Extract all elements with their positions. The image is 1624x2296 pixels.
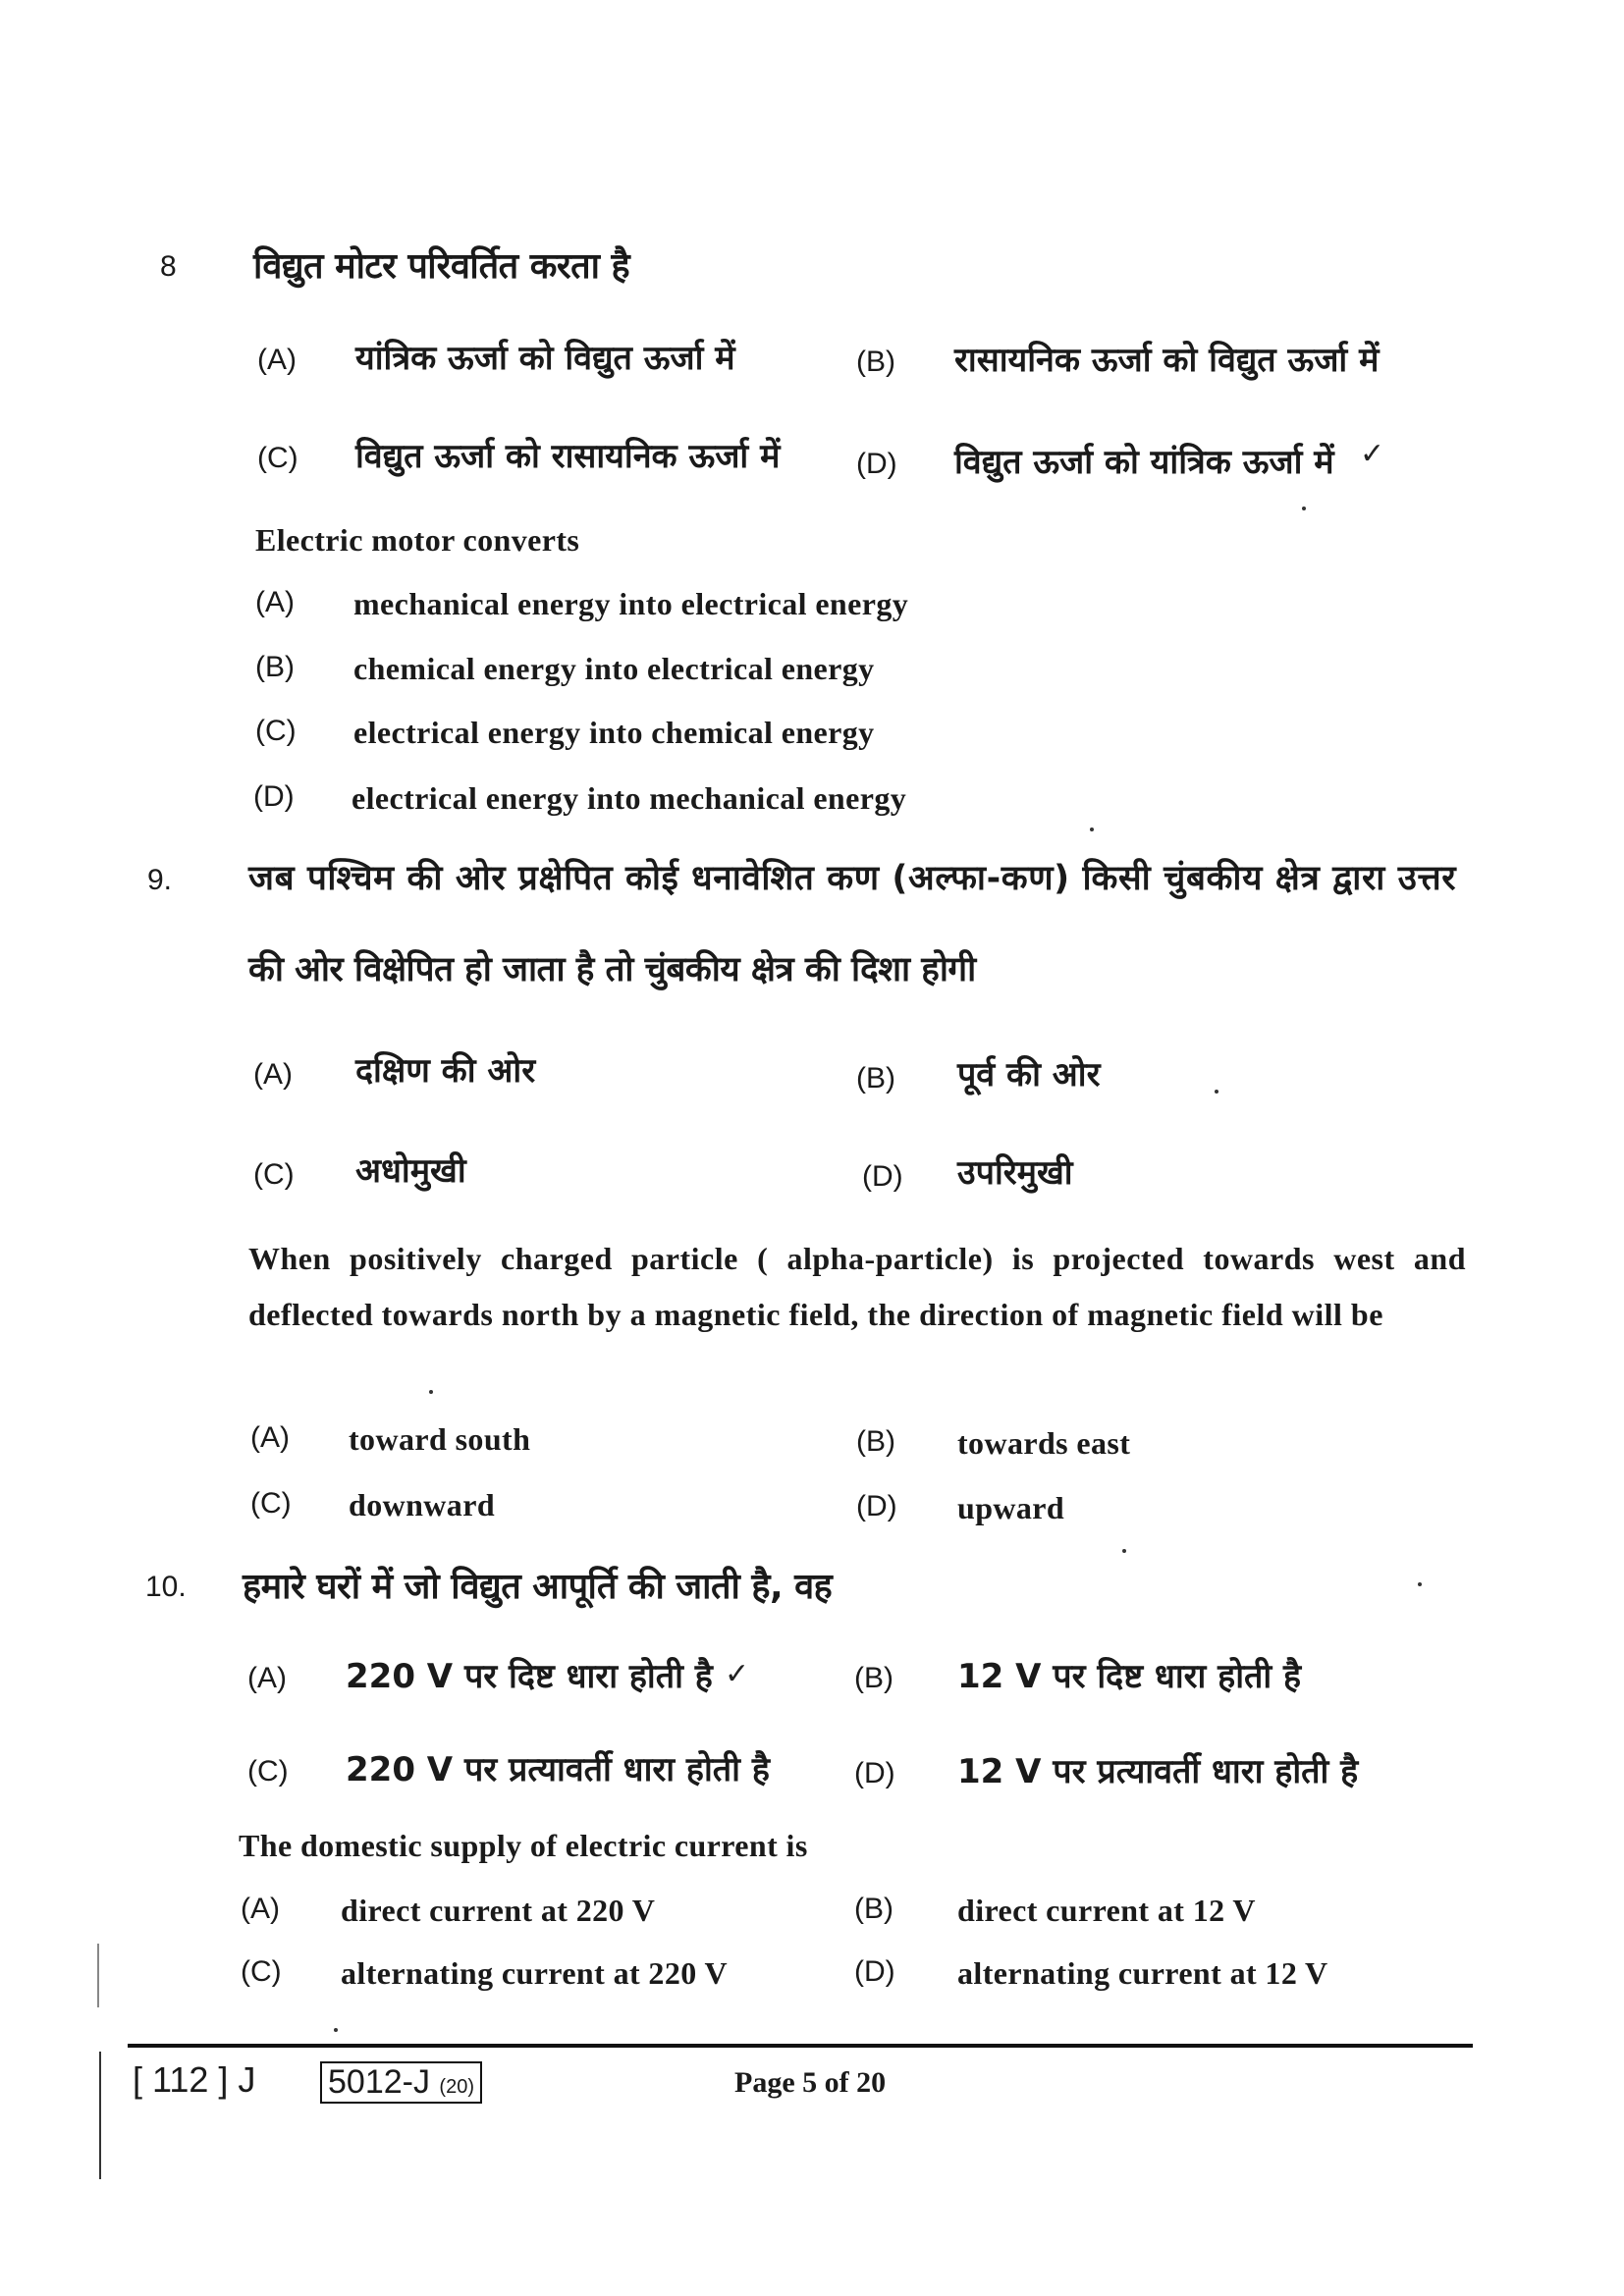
option-text-hindi: 12 V पर दिष्ट धारा होती है [957, 1657, 1302, 1696]
option-text-english: electrical energy into mechanical energy [352, 780, 907, 816]
question-stem-english: When positively charged particle ( alpha-particle) is projected towards west and deflected towards north by a magnetic field, the direction of magnetic field will be [248, 1241, 1466, 1332]
option-label: (D) [862, 1160, 903, 1193]
option-label: (A) [241, 1893, 280, 1925]
option-label: (C) [253, 1158, 295, 1191]
option-text-hindi: विद्युत ऊर्जा को यांत्रिक ऊर्जा में [954, 443, 1334, 482]
checkmark-icon: ✓ [1360, 438, 1385, 470]
option-text-hindi: 220 V पर प्रत्यावर्ती धारा होती है [346, 1750, 770, 1789]
option-text-english: mechanical energy into electrical energy [353, 586, 909, 621]
option-label: (A) [247, 1662, 287, 1694]
scan-speck [1215, 1090, 1218, 1094]
option-text-english: alternating current at 220 V [341, 1955, 728, 1991]
question-stem-hindi: विद्युत मोटर परिवर्तित करता है [253, 246, 630, 287]
set-code: [ 112 ] J [133, 2059, 256, 2100]
question-stem-hindi-line2: की ओर विक्षेपित हो जाता है तो चुंबकीय क्षेत्र की दिशा होगी [248, 950, 976, 989]
paper-code-pages: (20) [439, 2076, 474, 2098]
option-text-english: towards east [957, 1425, 1131, 1461]
option-label: (C) [255, 715, 297, 747]
option-text-hindi: रासायनिक ऊर्जा को विद्युत ऊर्जा में [954, 341, 1380, 380]
option-text-english: direct current at 12 V [957, 1893, 1256, 1928]
option-label: (D) [856, 448, 897, 480]
option-label: (C) [241, 1955, 282, 1988]
option-text-hindi: विद्युत ऊर्जा को रासायनिक ऊर्जा में [355, 437, 781, 476]
scan-speck [429, 1390, 433, 1394]
option-label: (B) [854, 1893, 893, 1925]
option-text-hindi: पूर्व की ओर [957, 1055, 1101, 1095]
option-text-hindi: दक्षिण की ओर [355, 1051, 536, 1091]
checkmark-icon: ✓ [725, 1658, 750, 1690]
question-stem-english: The domestic supply of electric current is [239, 1828, 808, 1863]
question-stem-hindi: हमारे घरों में जो विद्युत आपूर्ति की जाती है, वह [243, 1567, 833, 1607]
scan-speck [334, 2028, 338, 2032]
question-number: 10. [145, 1571, 187, 1603]
option-text-hindi: 12 V पर प्रत्यावर्ती धारा होती है [957, 1752, 1359, 1791]
option-text-english: toward south [349, 1421, 531, 1457]
option-text-hindi: अधोमुखी [355, 1151, 466, 1191]
footer-divider [128, 2044, 1473, 2048]
question-stem-hindi-line1: जब पश्चिम की ओर प्रक्षेपित कोई धनावेशित कण (अल्फा-कण) किसी चुंबकीय क्षेत्र द्वारा उत्तर [248, 859, 1457, 898]
option-label: (D) [253, 780, 295, 813]
option-text-hindi: उपरिमुखी [957, 1153, 1073, 1193]
option-label: (A) [250, 1421, 290, 1454]
option-label: (C) [257, 442, 298, 474]
option-text-english: downward [349, 1487, 496, 1522]
option-label: (D) [854, 1757, 895, 1789]
option-label: (D) [854, 1955, 895, 1988]
option-label: (C) [247, 1755, 289, 1788]
option-text-english: upward [957, 1490, 1065, 1525]
option-text-hindi: 220 V पर दिष्ट धारा होती है [346, 1657, 713, 1696]
option-label: (B) [856, 1062, 895, 1095]
question-number: 9. [147, 864, 173, 896]
option-text-english: chemical energy into electrical energy [353, 651, 875, 686]
option-label: (A) [257, 344, 297, 376]
option-label: (C) [250, 1487, 292, 1520]
scan-speck [1418, 1582, 1422, 1586]
option-label: (A) [255, 586, 295, 618]
option-text-hindi: यांत्रिक ऊर्जा को विद्युत ऊर्जा में [355, 339, 735, 378]
question-number: 8 [160, 250, 177, 283]
paper-code: 5012-J [328, 2063, 430, 2101]
option-label: (B) [856, 1425, 895, 1458]
scan-speck [1122, 1549, 1126, 1553]
option-text-english: electrical energy into chemical energy [353, 715, 875, 750]
question-stem-english: Electric motor converts [255, 522, 580, 558]
option-label: (B) [255, 651, 295, 683]
option-text-english: direct current at 220 V [341, 1893, 656, 1928]
paper-code-box [320, 2061, 482, 2104]
option-text-english: alternating current at 12 V [957, 1955, 1328, 1991]
scan-speck [1090, 828, 1094, 831]
option-label: (B) [856, 346, 895, 378]
page-number: Page 5 of 20 [734, 2066, 887, 2099]
scan-margin-line [99, 2052, 101, 2179]
scan-speck [1302, 507, 1306, 510]
option-label: (A) [253, 1058, 293, 1091]
option-label: (D) [856, 1490, 897, 1522]
scan-margin-line [97, 1944, 99, 2007]
option-label: (B) [854, 1662, 893, 1694]
